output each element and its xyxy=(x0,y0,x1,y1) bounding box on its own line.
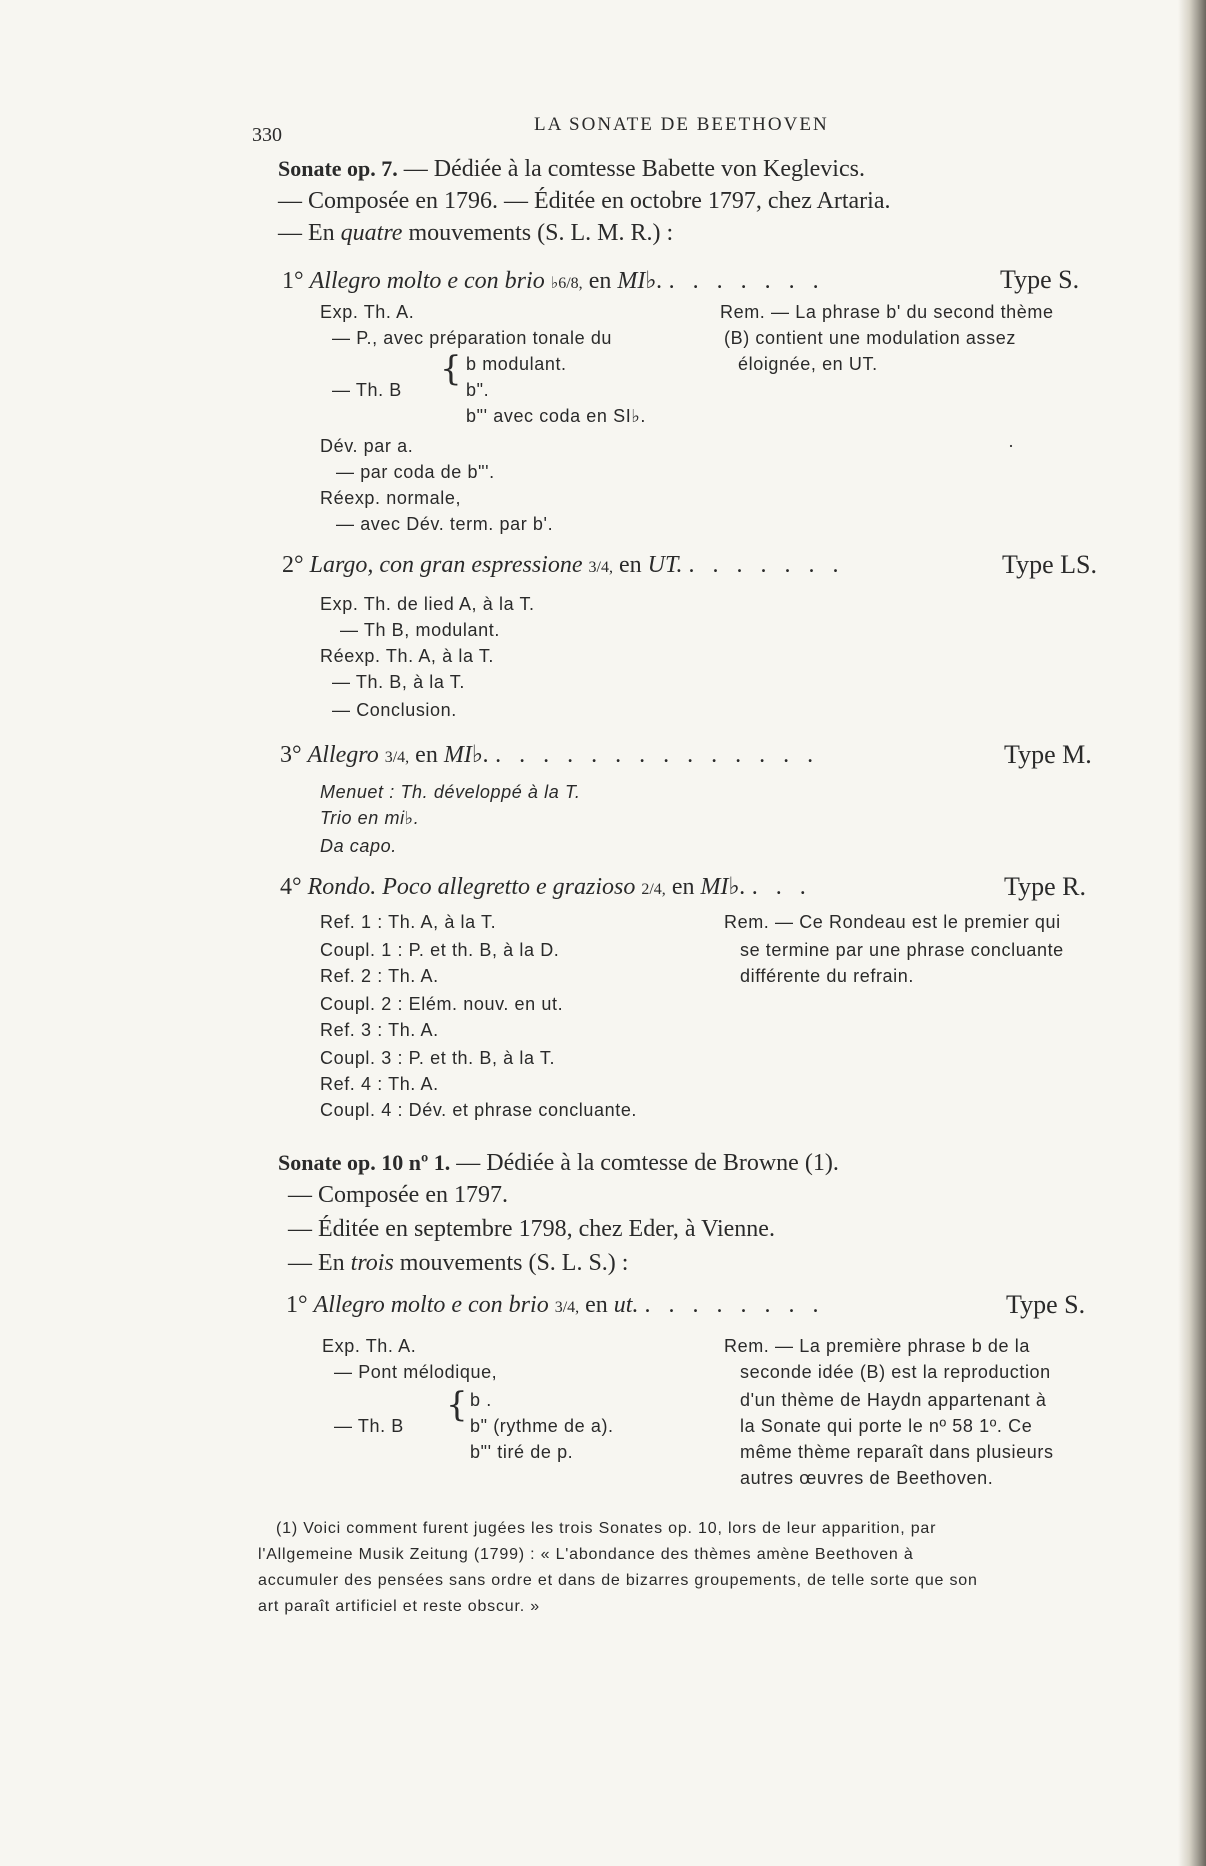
sonata1-movements-post: mouvements (S. L. M. R.) : xyxy=(402,220,674,246)
mov2-key: UT. xyxy=(647,552,683,578)
mov5-key-pre: en xyxy=(585,1292,608,1318)
mov1-line-9: Réexp. normale, xyxy=(320,488,462,508)
sonata1-dedication: — Dédiée à la comtesse Babette von Keglevics. xyxy=(403,156,865,182)
mov5-line-5: b" (rythme de a). xyxy=(470,1416,614,1436)
mov1-type: Type S. xyxy=(1000,265,1080,294)
mov1-line-6: b"' avec coda en SI♭. xyxy=(466,406,647,426)
mov4-key: MI♭. xyxy=(700,874,746,900)
mov5-num: 1° xyxy=(286,1292,308,1318)
mov4-line-2: Coupl. 1 : P. et th. B, à la D. xyxy=(320,940,560,960)
sonata1-heading xyxy=(278,156,865,183)
mov4-line-7: Ref. 4 : Th. A. xyxy=(320,1074,439,1094)
sonata2-movements-count: trois xyxy=(350,1250,394,1276)
mov5-brace: { xyxy=(446,1385,468,1425)
mov1-meter: ♭6/8, xyxy=(550,275,583,292)
mov3-key-pre: en xyxy=(415,742,438,768)
mov4-rem-1: Rem. — Ce Rondeau est le premier qui xyxy=(724,912,1061,932)
mov2-key-pre: en xyxy=(618,552,642,578)
mov1-brace: { xyxy=(440,349,462,389)
sonata1-title: Sonate op. 7. xyxy=(278,156,398,181)
mov1-line-8: — par coda de b"'. xyxy=(336,462,495,482)
mov4-dots: . . . xyxy=(751,874,812,900)
mov3-dots: . . . . . . . . . . . . . . xyxy=(495,742,820,768)
mov1-line-5: b". xyxy=(466,380,490,400)
mov3-line-3: Da capo. xyxy=(320,836,397,856)
mov2-meter: 3/4, xyxy=(588,559,613,576)
mov2-dots: . . . . . . . xyxy=(688,552,845,578)
mov1-line-10: — avec Dév. term. par b'. xyxy=(336,514,554,534)
mov2-line-4: — Th. B, à la T. xyxy=(332,672,465,692)
mov4-rem-3: différente du refrain. xyxy=(740,966,914,986)
running-head: LA SONATE DE BEETHOVEN xyxy=(534,114,829,135)
mov4-type: Type R. xyxy=(1004,872,1086,901)
sonata2-title: Sonate op. 10 nº 1. xyxy=(278,1150,451,1175)
mov4-line-5: Ref. 3 : Th. A. xyxy=(320,1020,439,1040)
mov1-dots: . . . . . . . xyxy=(668,268,825,294)
footnote-line-4: art paraît artificiel et reste obscur. » xyxy=(258,1598,540,1615)
mov3-tempo: Allegro xyxy=(307,742,379,768)
sonata1-composed: — Composée en 1796. — Éditée en octobre 1797, chez Artaria. xyxy=(278,188,891,214)
mov4-meter: 2/4, xyxy=(641,881,666,898)
mov5-rem-3: d'un thème de Haydn appartenant à xyxy=(740,1390,1047,1410)
mov4-rem-2: se termine par une phrase concluante xyxy=(740,940,1064,960)
mov4-num: 4° xyxy=(280,874,302,900)
mov3-line-1: Menuet : Th. développé à la T. xyxy=(320,782,581,802)
mov2-line-5: — Conclusion. xyxy=(332,700,457,720)
mov1-rem-2: (B) contient une modulation assez xyxy=(724,328,1016,348)
sonata2-heading xyxy=(278,1150,839,1177)
mov5-dots: . . . . . . . . xyxy=(644,1292,825,1318)
sonata2-movements xyxy=(288,1250,628,1277)
mov2-tempo: Largo, con gran espressione xyxy=(309,552,583,578)
mov5-line-4: — Th. B xyxy=(334,1416,404,1436)
mov5-tempo: Allegro molto e con brio xyxy=(313,1292,549,1318)
mov5-rem-6: autres œuvres de Beethoven. xyxy=(740,1468,994,1488)
mov1-line-4: — Th. B xyxy=(332,380,402,400)
mov1-line-7: Dév. par a. xyxy=(320,436,414,456)
mov1-key-pre: en xyxy=(588,268,612,294)
mov4-heading xyxy=(280,872,812,901)
mov1-heading xyxy=(282,266,825,295)
print-speck: · xyxy=(1008,436,1014,456)
mov2-heading xyxy=(282,552,845,579)
mov3-meter: 3/4, xyxy=(384,749,410,766)
mov2-line-1: Exp. Th. de lied A, à la T. xyxy=(320,594,535,614)
mov4-line-6: Coupl. 3 : P. et th. B, à la T. xyxy=(320,1048,556,1068)
sonata2-composed: — Composée en 1797. xyxy=(288,1182,508,1208)
sonata2-edited: — Éditée en septembre 1798, chez Eder, à Vienne. xyxy=(288,1216,775,1242)
mov5-rem-2: seconde idée (B) est la reproduction xyxy=(740,1362,1051,1382)
mov3-type: Type M. xyxy=(1004,740,1092,769)
mov5-meter: 3/4, xyxy=(554,1299,580,1316)
mov4-line-1: Ref. 1 : Th. A, à la T. xyxy=(320,912,497,932)
mov1-tempo: Allegro molto e con brio xyxy=(309,268,545,294)
mov4-line-4: Coupl. 2 : Elém. nouv. en ut. xyxy=(320,994,564,1014)
mov4-line-3: Ref. 2 : Th. A. xyxy=(320,966,439,986)
mov3-num: 3° xyxy=(280,742,302,768)
mov1-num: 1° xyxy=(282,268,304,294)
mov3-key: MI♭. xyxy=(443,742,490,768)
mov1-line-1: Exp. Th. A. xyxy=(320,302,415,322)
footnote-line-1: (1) Voici comment furent jugées les trois Sonates op. 10, lors de leur apparition, par xyxy=(276,1520,937,1537)
mov2-type: Type LS. xyxy=(1002,550,1097,579)
mov5-rem-4: la Sonate qui porte le nº 58 1º. Ce xyxy=(740,1416,1033,1436)
mov5-rem-5: même thème reparaît dans plusieurs xyxy=(740,1442,1054,1462)
sonata1-movements-count: quatre xyxy=(340,220,403,246)
mov1-rem-3: éloignée, en UT. xyxy=(738,354,878,374)
sonata1-movements-pre: — En xyxy=(278,220,341,246)
mov5-line-1: Exp. Th. A. xyxy=(322,1336,417,1356)
sonata2-movements-post: mouvements (S. L. S.) : xyxy=(393,1250,629,1276)
sonata2-dedication: — Dédiée à la comtesse de Browne (1). xyxy=(456,1150,839,1176)
mov5-line-6: b"' tiré de p. xyxy=(470,1442,574,1462)
mov2-line-3: Réexp. Th. A, à la T. xyxy=(320,646,495,666)
page-edge-shadow xyxy=(1178,0,1206,1866)
mov1-rem-1: Rem. — La phrase b' du second thème xyxy=(720,302,1054,322)
mov1-line-2: — P., avec préparation tonale du xyxy=(332,328,613,348)
mov3-line-2: Trio en mi♭. xyxy=(320,808,420,828)
mov5-heading xyxy=(286,1292,824,1319)
mov2-num: 2° xyxy=(282,552,304,578)
mov4-key-pre: en xyxy=(671,874,695,900)
mov5-rem-1: Rem. — La première phrase b de la xyxy=(724,1336,1030,1356)
mov5-line-2: — Pont mélodique, xyxy=(334,1362,498,1382)
mov5-line-3: b . xyxy=(470,1390,492,1410)
mov3-heading xyxy=(280,740,819,769)
mov1-key: MI♭. xyxy=(617,268,663,294)
footnote-line-2: l'Allgemeine Musik Zeitung (1799) : « L'abondance des thèmes amène Beethoven à xyxy=(258,1546,914,1563)
footnote-line-3: accumuler des pensées sans ordre et dans de bizarres groupements, de telle sorte que son xyxy=(258,1572,978,1589)
mov1-line-3: b modulant. xyxy=(466,354,567,374)
mov4-line-8: Coupl. 4 : Dév. et phrase concluante. xyxy=(320,1100,638,1120)
page-number: 330 xyxy=(252,124,282,146)
mov4-tempo: Rondo. Poco allegretto e grazioso xyxy=(307,874,636,900)
mov5-key: ut. xyxy=(613,1292,639,1318)
sonata2-movements-pre: — En xyxy=(288,1250,351,1276)
sonata1-movements xyxy=(278,220,673,247)
mov2-line-2: — Th B, modulant. xyxy=(340,620,500,640)
mov5-type: Type S. xyxy=(1006,1290,1086,1319)
